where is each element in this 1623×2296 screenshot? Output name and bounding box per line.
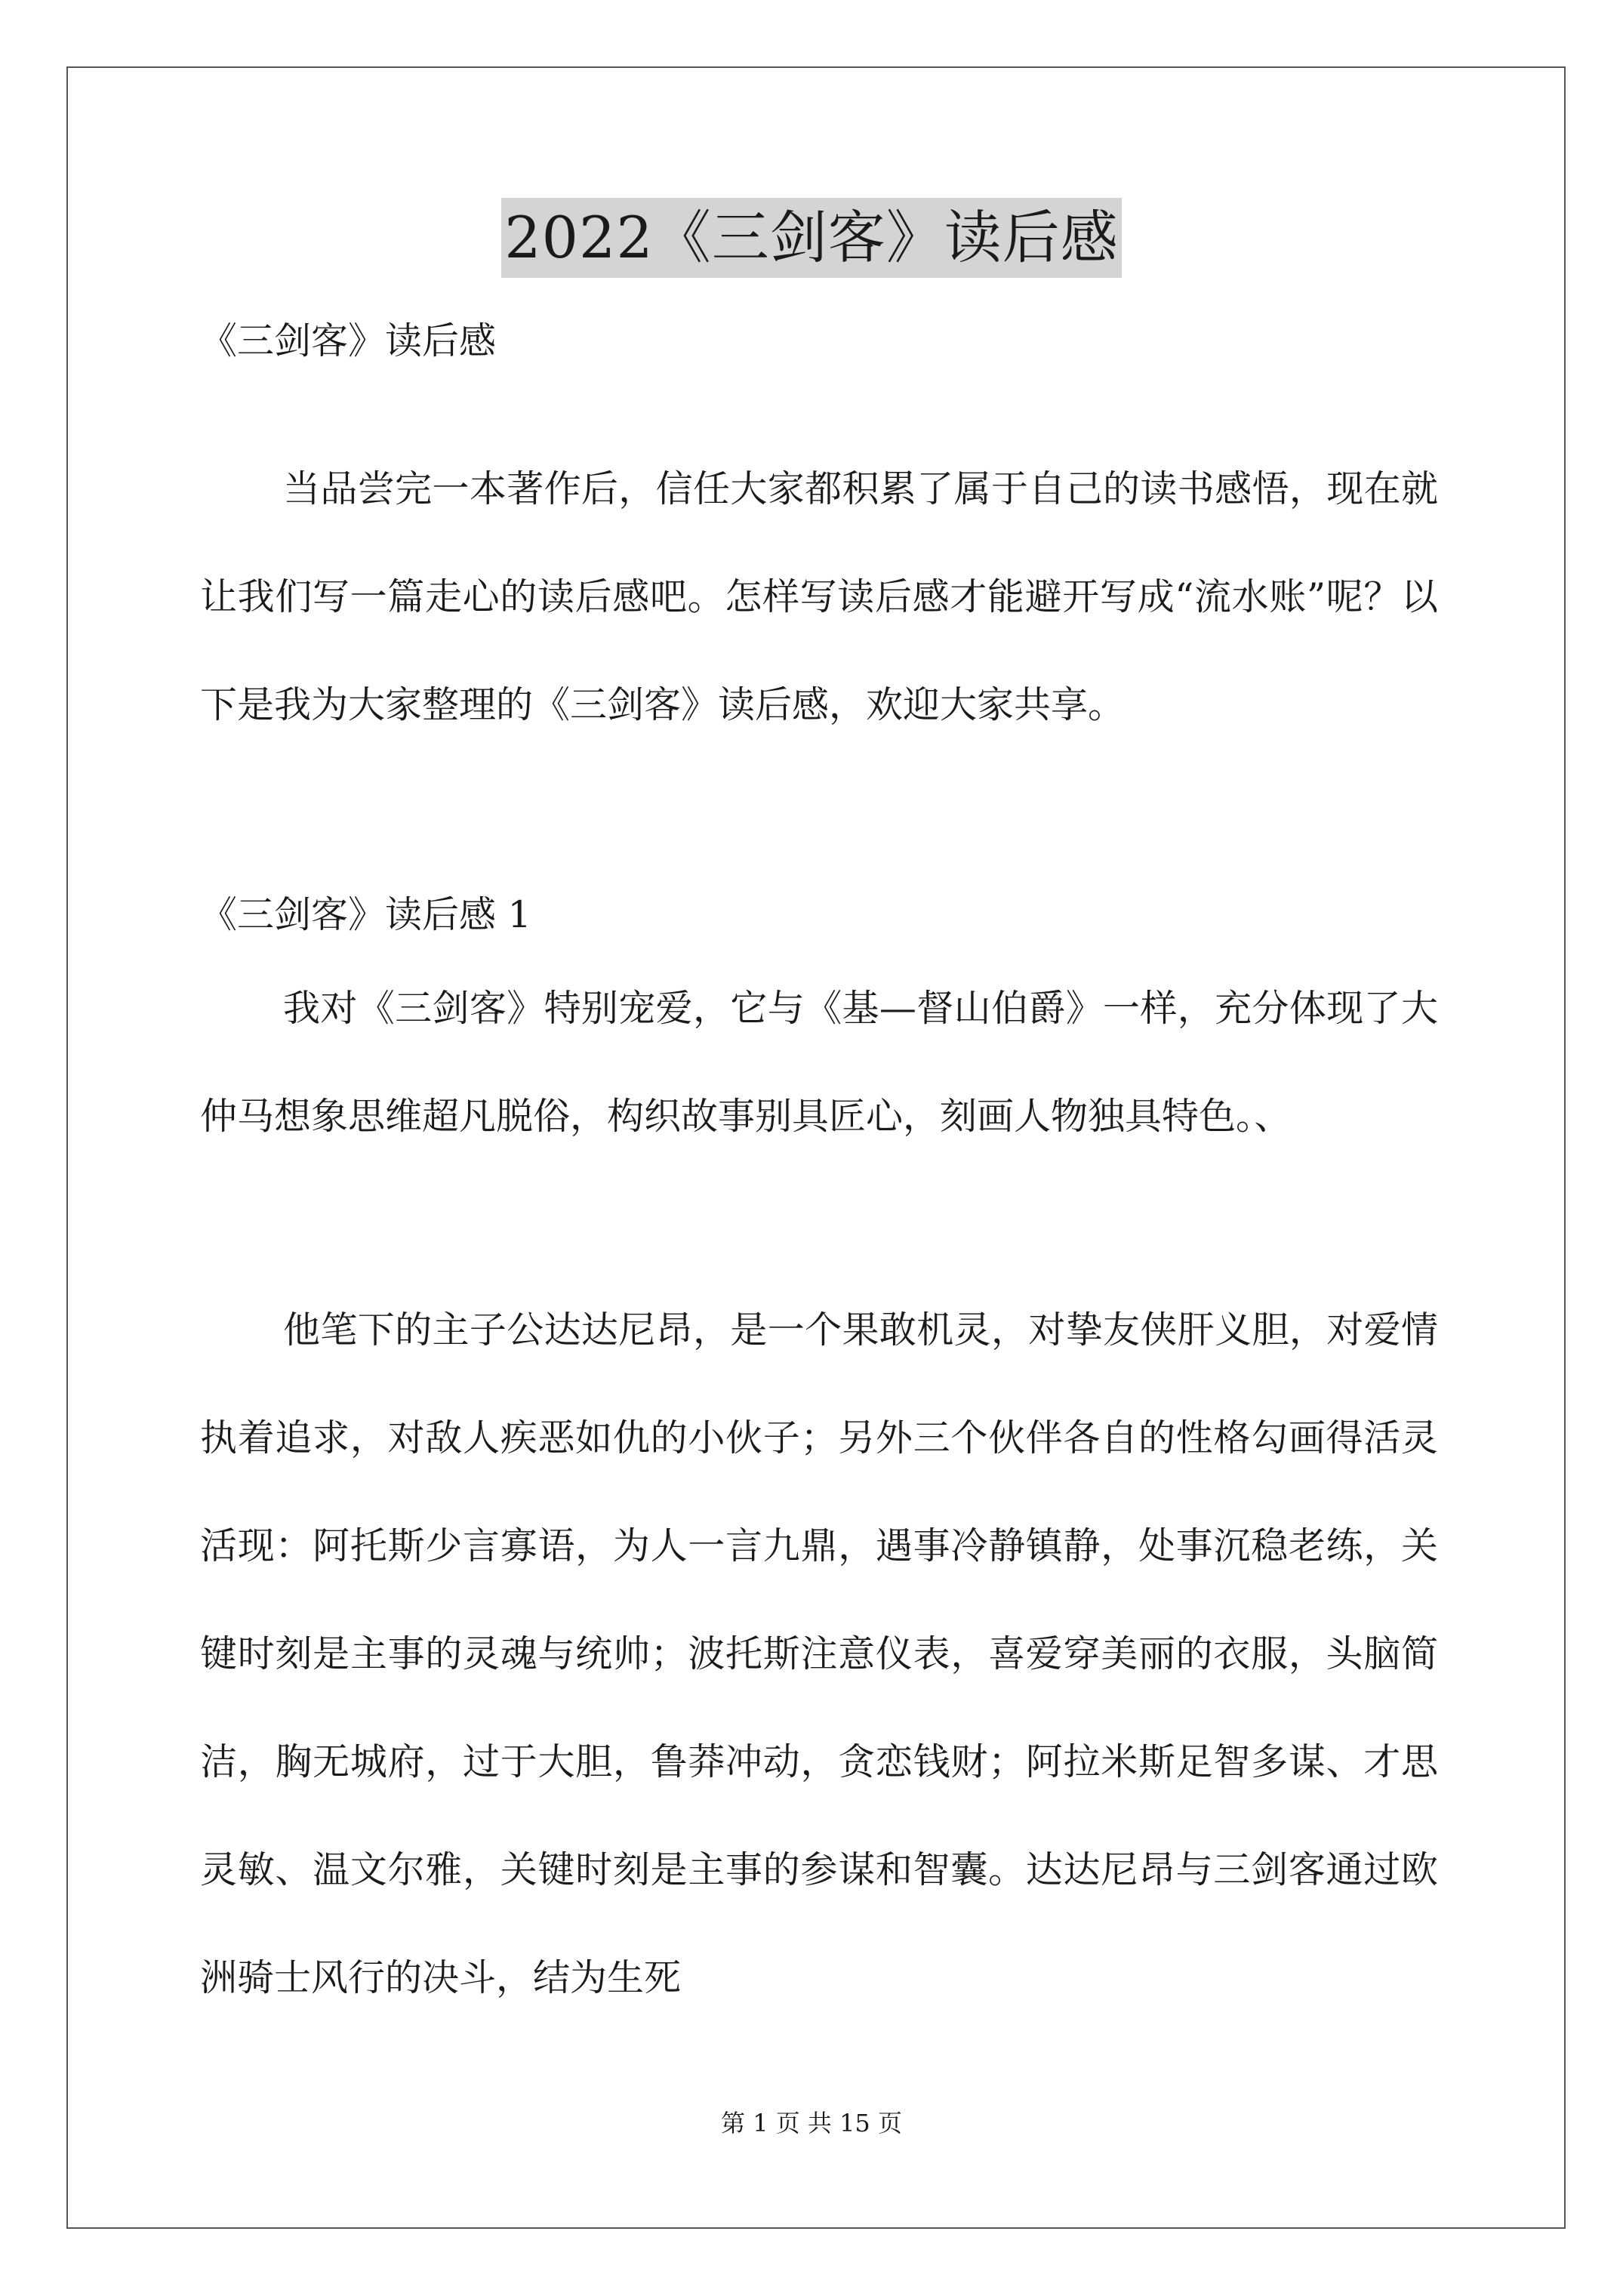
intro-paragraph: 当品尝完一本著作后，信任大家都积累了属于自己的读书感悟，现在就让我们写一篇走心的读后感吧。怎样写读后感才能避开写成“流水账”呢？以下是我为大家整理的《三剑客》读后感，欢迎大家共享。 [200, 467, 1438, 726]
page-number: 第 1 页 共 15 页 [721, 2109, 902, 2137]
body-paragraph-1: 我对《三剑客》特别宠爱，它与《基—督山伯爵》一样，充分体现了大仲马想象思维超凡脱俗，构织故事别具匠心，刻画人物独具特色。、 [200, 987, 1438, 1138]
title-container [0, 198, 1623, 278]
document-title: 2022《三剑客》读后感 [501, 198, 1121, 278]
body-paragraph-2: 他笔下的主子公达达尼昂，是一个果敢机灵，对挚友侠肝义胆，对爱情执着追求，对敌人疾恶如仇的小伙子；另外三个伙伴各自的性格勾画得活灵活现：阿托斯少言寡语，为人一言九鼎，遇事冷静镇静，处事沉稳老练，关键时刻是主事的灵魂与统帅；波托斯注意仪表，喜爱穿美丽的衣服，头脑简洁，胸无城府，过于大胆，鲁莽冲动，贪恋钱财；阿拉米斯足智多谋、才思灵敏、温文尔雅，关键时刻是主事的参谋和智囊。达达尼昂与三剑客通过欧洲骑士风行的决斗，结为生死 [200, 1308, 1438, 1999]
section-heading: 《三剑客》读后感 1 [200, 893, 531, 936]
document-subtitle: 《三剑客》读后感 [200, 319, 497, 362]
